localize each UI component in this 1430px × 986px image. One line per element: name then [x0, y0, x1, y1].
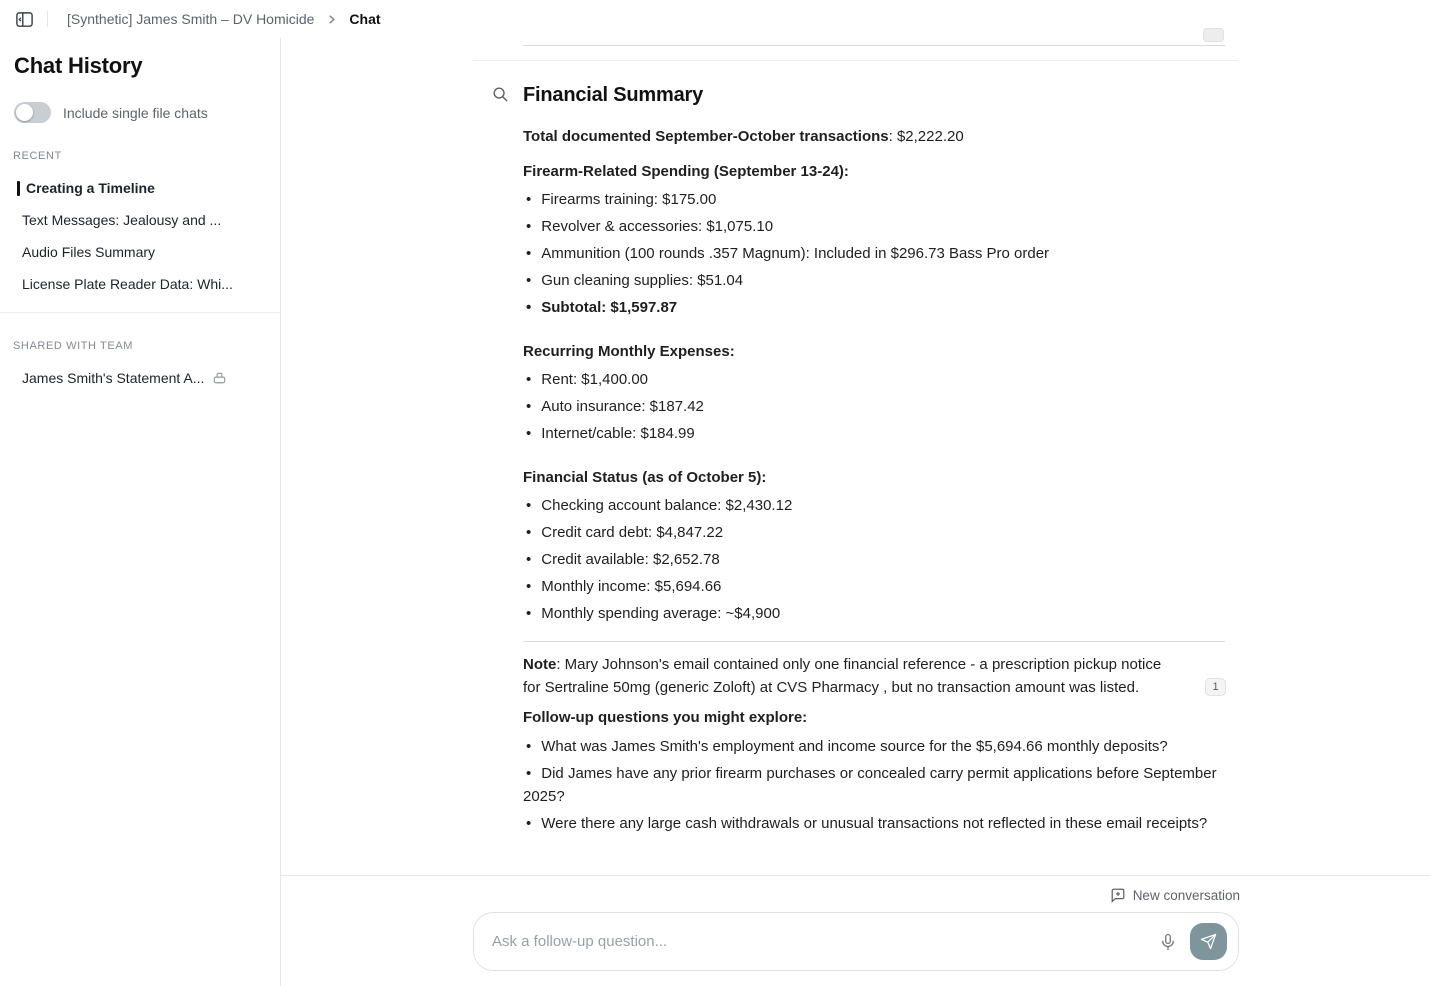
recent-section-label: RECENT [13, 150, 62, 162]
list-item: • Were there any large cash withdrawals or unusual transactions not reflected in these email receipts? [523, 812, 1225, 835]
message-heading [523, 82, 1225, 108]
list-item: • Ammunition (100 rounds .357 Magnum): Included in $296.73 Bass Pro order [523, 242, 1225, 265]
sidebar-title: Chat History [14, 53, 143, 78]
send-button[interactable] [1190, 923, 1227, 960]
followup-questions-heading: Follow-up questions you might explore: [523, 709, 808, 726]
sidebar-item-audio-files-summary[interactable]: Audio Files Summary [22, 244, 156, 260]
chat-input-container [473, 912, 1239, 971]
total-transactions-label: Total documented September-October transactions [523, 128, 889, 145]
list-item: • Credit available: $2,652.78 [523, 548, 1225, 571]
followup-questions-list [523, 735, 1225, 835]
sidebar-item-license-plate-reader[interactable]: License Plate Reader Data: Whi... [22, 276, 233, 292]
sidebar-collapse-icon[interactable] [13, 8, 35, 30]
firearm-spending-list [523, 188, 1225, 319]
single-file-toggle-row [14, 102, 280, 123]
sidebar-item-creating-a-timeline[interactable]: Creating a Timeline [0, 172, 280, 204]
toggle-knob [16, 104, 33, 121]
list-item: • Monthly income: $5,694.66 [523, 575, 1225, 598]
list-item: • Gun cleaning supplies: $51.04 [523, 269, 1225, 292]
financial-status-list [523, 494, 1225, 625]
search-icon [492, 86, 509, 103]
previous-citation-badge[interactable] [1203, 28, 1224, 42]
new-conversation-label: New conversation [1132, 887, 1240, 903]
new-conversation-button[interactable] [1110, 887, 1240, 903]
list-item: • Revolver & accessories: $1,075.10 [523, 215, 1225, 238]
list-item: • Did James have any prior firearm purchases or concealed carry permit applications before September 2025? [523, 762, 1225, 808]
breadcrumb-case[interactable]: [Synthetic] James Smith – DV Homicide [67, 11, 315, 27]
note-divider [523, 641, 1225, 642]
list-item: • Internet/cable: $184.99 [523, 422, 1225, 445]
sidebar-item-text-messages[interactable]: Text Messages: Jealousy and ... [22, 212, 222, 228]
financial-status-heading: Financial Status (as of October 5): [523, 469, 767, 486]
list-item: • Rent: $1,400.00 [523, 368, 1225, 391]
recurring-expenses-list [523, 368, 1225, 445]
list-item: • What was James Smith's employment and income source for the $5,694.66 monthly deposits? [523, 735, 1225, 758]
breadcrumb-page: Chat [349, 11, 381, 27]
shared-section-label: SHARED WITH TEAM [13, 340, 134, 352]
topbar-divider [47, 11, 48, 27]
composer-area [281, 875, 1430, 986]
include-single-file-toggle[interactable] [14, 102, 51, 123]
total-transactions-value: : $2,222.20 [888, 128, 964, 145]
citation-badge[interactable]: 1 [1205, 678, 1226, 696]
shared-item-label: James Smith's Statement A... [22, 370, 205, 386]
list-item: • Checking account balance: $2,430.12 [523, 494, 1225, 517]
assistant-message [523, 82, 1225, 839]
list-item: • Auto insurance: $187.42 [523, 395, 1225, 418]
list-item: • Monthly spending average: ~$4,900 [523, 602, 1225, 625]
list-item: • Credit card debt: $4,847.22 [523, 521, 1225, 544]
message-separator-rule [473, 60, 1238, 61]
microphone-icon[interactable] [1159, 933, 1177, 951]
chat-history-sidebar [0, 38, 281, 986]
message-plus-icon [1110, 887, 1126, 903]
note-label: Note [523, 656, 557, 673]
firearm-subtotal-item: • Subtotal: $1,597.87 [523, 296, 1225, 319]
note-paragraph [523, 653, 1225, 699]
followup-question-input[interactable] [490, 932, 1159, 951]
previous-message-rule [523, 45, 1225, 46]
sidebar-item-james-smith-statement[interactable] [0, 362, 280, 394]
send-icon [1200, 933, 1217, 950]
chevron-right-icon [326, 14, 337, 25]
message-heading-text: Financial Summary [523, 84, 703, 106]
total-transactions-line [523, 125, 1225, 148]
note-text: : Mary Johnson's email contained only one financial reference - a prescription pickup notice for Sertraline 50mg (generic Zoloft) at CVS Pharmacy , but no transaction amount was listed. [523, 656, 1162, 696]
team-shared-icon [213, 372, 226, 385]
chat-main-area [281, 28, 1430, 986]
firearm-spending-heading: Firearm-Related Spending (September 13-24): [523, 163, 849, 180]
sidebar-divider [0, 312, 280, 313]
toggle-label: Include single file chats [63, 104, 208, 121]
recurring-expenses-heading: Recurring Monthly Expenses: [523, 343, 735, 360]
list-item: • Firearms training: $175.00 [523, 188, 1225, 211]
